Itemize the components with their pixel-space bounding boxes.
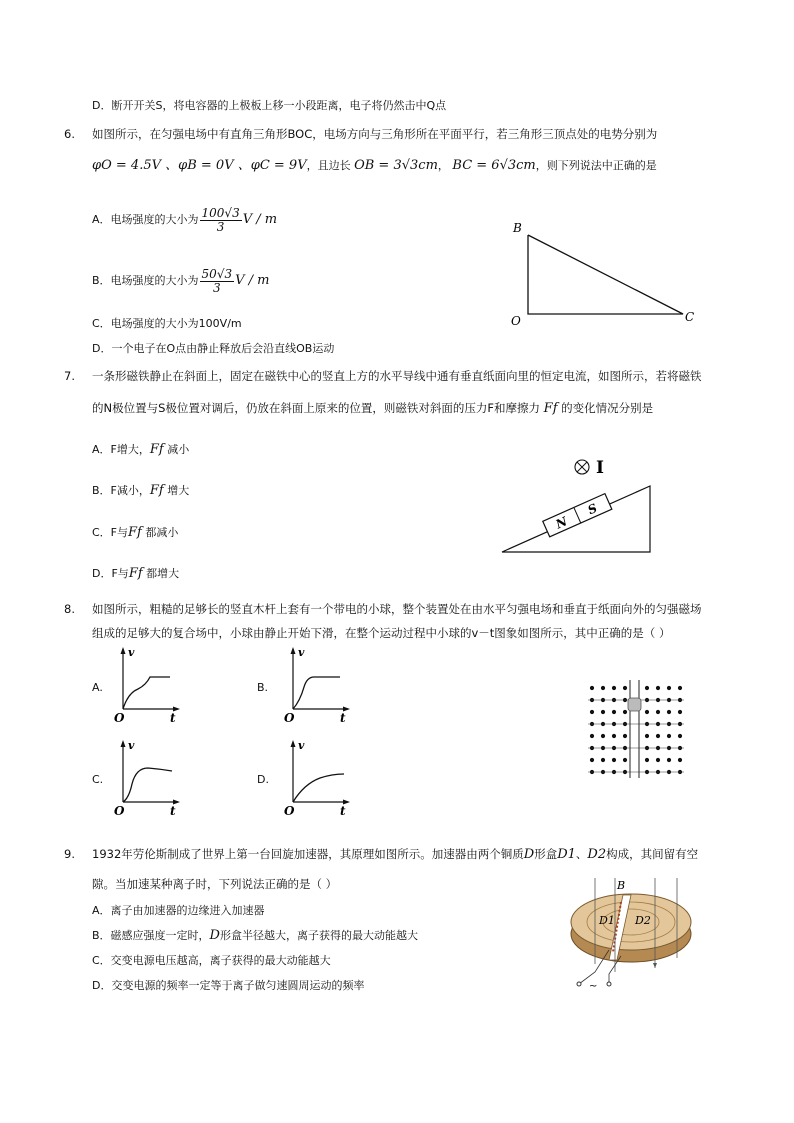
q9-stem1-box: 形盒 [534,847,558,861]
q6-option-b-denominator: 3 [213,280,221,295]
field-dot [667,758,671,762]
field-dot [590,710,594,714]
q8-graph-d-t-label: t [340,804,346,818]
q6-option-b-fraction [200,268,235,295]
q7-stem2-tail: 的变化情况分别是 [561,401,654,415]
q8-graph-a [112,645,184,723]
q6-option-a-numerator: 100√3 [201,205,240,220]
field-dot [667,734,671,738]
q8-option-a-label: A. [92,681,103,694]
q9-option-a: A．离子由加速器的边缘进入加速器 [92,904,265,917]
field-dot [601,734,605,738]
field-dot [656,686,660,690]
field-dot [623,710,627,714]
field-dot [678,758,682,762]
q7-option-c-ff: Ff [128,525,142,540]
field-dot [612,734,616,738]
q9-field-arrow [653,963,657,968]
q6-number: 6. [64,127,75,141]
q6-option-a-unit: V / m [242,212,278,227]
field-dot [656,710,660,714]
q8-graph-a-v-arrow [121,647,126,654]
q9-stem-line1: 1932年劳伦斯制成了世界上第一台回旋加速器，其原理如图所示。加速器由两个铜质D形盒D1、D2构成，其间留有空 [92,847,699,862]
q8-graph-c-t-label: t [170,804,176,818]
q9-dee-top [571,894,691,950]
q6-option-c: C．电场强度的大小为100V/m [92,317,242,330]
q9-option-b-tail: 形盒半径越大，离子获得的最大动能越大 [219,929,418,942]
q9-d1: D1 [557,847,576,862]
q8-graph-c-v-label: v [128,739,135,752]
field-dot [645,758,649,762]
q6-label-b: B [513,221,522,235]
q9-d2: D2 [587,847,607,862]
q7-option-a-ff: Ff [149,442,164,457]
q8-graph-d-origin: O [284,804,295,818]
q8-graph-b-v-label: v [298,646,305,659]
q6-option-a [92,204,277,236]
q6-label-o: O [511,314,521,328]
q6-option-a-fraction [200,207,242,234]
q7-stem-line1: 一条形磁铁静止在斜面上，固定在磁铁中心的竖直上方的水平导线中通有垂直纸面向里的恒定电流，如图所示，若将磁铁 [92,369,702,383]
q7-option-c-tail: 都减小 [145,526,179,539]
field-dot [678,686,682,690]
q9-stem1-text: 1932年劳伦斯制成了世界上第一台回旋加速器，其原理如图所示。加速器由两个铜质 [92,847,524,861]
q7-option-b [92,483,189,499]
q9-label-d2: D2 [635,914,651,927]
q8-graph-a-curve [123,677,170,709]
q9-option-b [92,928,418,944]
q8-ball [628,698,641,711]
field-dot [667,686,671,690]
q8-graph-b-origin: O [284,711,295,725]
field-dot [601,710,605,714]
field-dot [678,710,682,714]
q8-graph-a-v-label: v [128,646,135,659]
q6-option-b [92,265,269,297]
q6-triangle-boc [528,235,683,314]
q9-terminal-right [607,982,611,986]
q8-graph-b-t-label: t [340,711,346,725]
q7-magnet [543,494,612,537]
q8-graph-c-origin: O [114,804,125,818]
field-dot [590,686,594,690]
q6-potentials: φO = 4.5V 、φB = 0V 、φC = 9V [92,158,307,173]
q8-graph-d-v-label: v [298,739,305,752]
q7-option-d-text: D．F与 [92,567,129,580]
q5-option-d: D．断开开关S，将电容器的上极板上移一小段距离，电子将仍然击中Q点 [92,99,447,112]
q8-graph-c-curve [123,768,172,802]
q7-option-a-tail: 减小 [167,443,190,456]
q7-option-b-tail: 增大 [167,484,190,497]
q7-stem2-text: 的N极位置与S极位置对调后，仍放在斜面上原来的位置，则磁铁对斜面的压力F和摩擦力 [92,401,541,415]
q8-graph-b-v-arrow [291,647,296,654]
q8-option-c-label: C. [92,773,104,786]
field-dot [623,686,627,690]
field-dot [645,734,649,738]
q8-graph-a-t-label: t [170,711,176,725]
field-dot [678,734,682,738]
q6-formula-mid: ，且边长 [306,159,351,172]
q6-option-a-denominator: 3 [216,219,225,234]
q7-label-i: I [596,458,604,478]
field-dot [601,686,605,690]
q9-option-b-d: D [209,928,220,943]
q8-graph-a-origin: O [114,711,125,725]
q7-option-c-text: C．F与 [92,526,129,539]
q7-option-a [92,442,189,458]
field-dot [612,758,616,762]
q7-option-d-ff: Ff [128,566,143,581]
q9-option-b-text: B．磁感应强度一定时， [92,929,210,942]
field-dot [612,710,616,714]
q7-option-b-ff: Ff [149,483,164,498]
field-dot [667,710,671,714]
q7-number: 7. [64,369,75,383]
field-dot [612,686,616,690]
q9-cyclotron-figure [565,872,700,990]
q6-label-c: C [685,310,695,324]
q6-option-b-unit: V / m [235,273,270,288]
field-dot [623,734,627,738]
field-dot [590,734,594,738]
field-dot [645,710,649,714]
field-dot [656,758,660,762]
q8-graph-d-curve [293,774,344,802]
q6-option-b-text: B．电场强度的大小为 [92,274,199,287]
q9-d-letter: D [523,847,535,862]
q6-option-a-text: A．电场强度的大小为 [92,213,199,226]
q8-option-b-label: B. [257,681,269,694]
q8-graph-c-v-arrow [121,740,126,747]
q6-option-d: D．一个电子在O点由静止释放后会沿直线OB运动 [92,342,335,355]
q9-ac-symbol: ~ [589,981,598,992]
q9-label-d1: D1 [599,914,615,927]
q6-formula-line: φO = 4.5V 、φB = 0V 、φC = 9V，且边长 OB = 3√3cm， BC = 6√3cm，则下列说法中正确的是 [92,158,657,173]
q8-stem-line2: 组成的足够大的复合场中，小球由静止开始下滑，在整个运动过程中小球的v－t图象如图所示，其中正确的是（ ） [92,626,671,640]
field-dot [645,686,649,690]
q7-stem-line2 [92,400,653,417]
q8-graph-d-v-arrow [291,740,296,747]
q9-stem-line2: 隙。当加速某种离子时，下列说法正确的是（ ） [92,877,338,891]
q8-field-figure [586,680,686,780]
q8-graph-b-curve [293,677,340,709]
q7-incline-figure [500,455,655,555]
field-dot [590,758,594,762]
field-dot [601,758,605,762]
q8-option-d-label: D. [257,773,269,786]
q7-option-d-tail: 都增大 [146,567,180,580]
field-dot [623,758,627,762]
q7-friction-symbol: Ff [543,401,558,416]
q9-option-d: D．交变电源的频率一定等于离子做匀速圆周运动的频率 [92,979,365,992]
q8-graph-c [112,738,184,816]
q9-number: 9. [64,847,75,861]
q6-bc-length: BC = 6√3cm [452,158,536,173]
q9-terminal-left [577,982,581,986]
q7-option-d [92,566,179,582]
q8-number: 8. [64,602,75,616]
q8-graph-d [282,738,354,816]
q6-formula-tail: ，则下列说法中正确的是 [535,159,657,172]
q9-option-c: C．交变电源电压越高，离子获得的最大动能越大 [92,954,331,967]
q7-label-n: N [553,514,570,532]
q9-label-b: B [617,879,626,892]
q6-ob-length: OB = 3√3cm [354,158,438,173]
q7-option-a-text: A．F增大， [92,443,150,456]
q7-label-s: S [585,500,600,518]
q9-stem1-tail: 构成，其间留有空 [606,847,699,861]
q7-option-b-text: B．F减小， [92,484,150,497]
q8-graph-b [282,645,354,723]
q8-stem-line1: 如图所示，粗糙的足够长的竖直木杆上套有一个带电的小球，整个装置处在由水平匀强电场和垂直于纸面向外的匀强磁场 [92,602,702,616]
q6-triangle-figure [505,222,705,332]
field-dot [656,734,660,738]
q6-stem: 如图所示，在匀强电场中有直角三角形BOC，电场方向与三角形所在平面平行，若三角形三顶点处的电势分别为 [92,127,658,141]
q7-option-c [92,525,178,541]
q6-option-b-numerator: 50√3 [201,266,233,281]
